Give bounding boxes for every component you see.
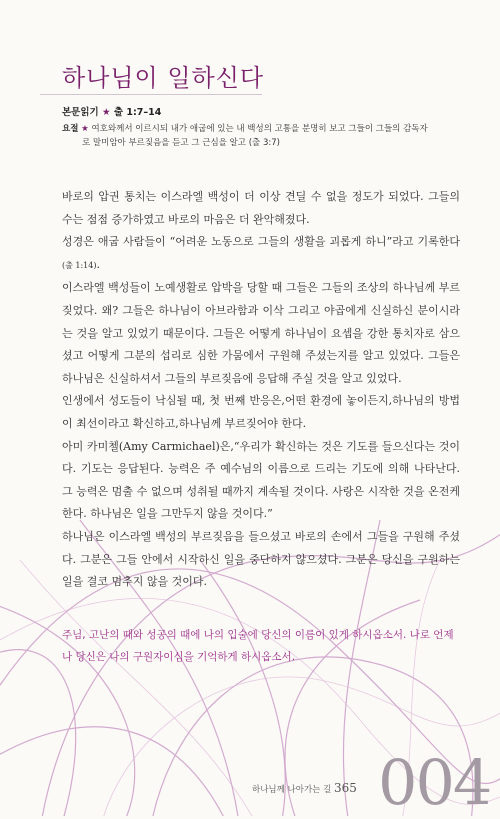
body-quote: 성경은 애굽 사람들이 “어려운 노동으로 그들의 생활을 괴롭게 하니”라고 기록한다	[62, 235, 460, 249]
book-title: 하나님께 나아가는 길	[252, 785, 332, 795]
reading-reference: 출 1:7–14	[113, 107, 162, 118]
reading-label: 본문읽기	[62, 107, 99, 118]
page-number: 365	[334, 781, 357, 795]
key-verse-text-2: 로 말미암아 부르짖음을 듣고 그 근심을 알고 (출 3:7)	[82, 138, 280, 148]
footer	[252, 781, 357, 795]
body-paragraph: 이스라엘 백성들이 노예생활로 압박을 당할 때 그들은 그들의 조상의 하나님께 부르짖었다. 왜? 그들은 하나님이 아브라함과 이삭 그리고 야곱에게 신실하신 분이시라는 것을 알고 있었기 때문이다. 그들은 어떻게 하나님이 요셉을 강한 통치자로 삼으셨고 어떻게 그분의 섭리로 심한 가뭄에서 구원해 주셨는지를 알고 있었다. 그들은 하나님은 신실하셔서 그들의 부르짖음에 응답해 주실 것을 알고 있었다.	[62, 281, 460, 385]
key-verse	[62, 122, 452, 150]
body-paragraph: 인생에서 성도들이 낙심될 때, 첫 번째 반응은,어떤 환경에 놓이든지,하나님의 방법이 최선이라고 확신하고,하나님께 부르짖어야 한다.	[62, 394, 460, 430]
day-number: 004	[378, 746, 491, 819]
body-paragraph: 성경은 애굽 사람들이 “어려운 노동으로 그들의 생활을 괴롭게 하니”라고 기록한다(출 1:14).	[62, 235, 460, 271]
key-verse-text-1: 여호와께서 이르시되 내가 애굽에 있는 내 백성의 고통을 분명히 보고 그들이 그들의 감독자	[91, 124, 428, 134]
closing-prayer: 주님, 고난의 때와 성공의 때에 나의 입술에 당신의 이름이 있게 하시옵소서. 나로 언제나 당신은 나의 구원자이심을 기억하게 하시옵소서.	[62, 629, 454, 663]
star-icon: ★	[81, 124, 89, 134]
body-paragraph: 하나님은 이스라엘 백성의 부르짖음을 들으셨고 바로의 손에서 그들을 구원해 주셨다. 그분은 그들 안에서 시작하신 일을 중단하지 않으셨다. 그분은 당신을 구원하는 일을 결코 멈추지 않을 것이다.	[62, 529, 460, 589]
reading-line	[62, 104, 161, 118]
body-paragraph: 아미 카미첼(Amy Carmichael)은,“우리가 확신하는 것은 기도를 들으신다는 것이다. 기도는 응답된다. 능력은 주 예수님의 이름으로 드리는 기도에 의해 나타난다. 그 능력은 멈출 수 없으며 성취될 때까지 계속될 것이다. 사랑은 시작한 것을 온전케 한다. 하나님은 일을 그만두지 않을 것이다.”	[62, 439, 460, 521]
scripture-reference: (출 1:14)	[62, 260, 97, 270]
key-verse-label: 요절	[62, 124, 79, 134]
star-icon: ★	[102, 107, 111, 118]
devotional-body	[62, 186, 460, 594]
body-paragraph: 바로의 압권 통치는 이스라엘 백성이 더 이상 견딜 수 없을 정도가 되었다. 그들의 수는 점점 증가하였고 바로의 마음은 더 완악해졌다.	[62, 190, 460, 226]
title-divider	[40, 94, 262, 95]
page-title: 하나님이 일하신다	[62, 64, 265, 92]
